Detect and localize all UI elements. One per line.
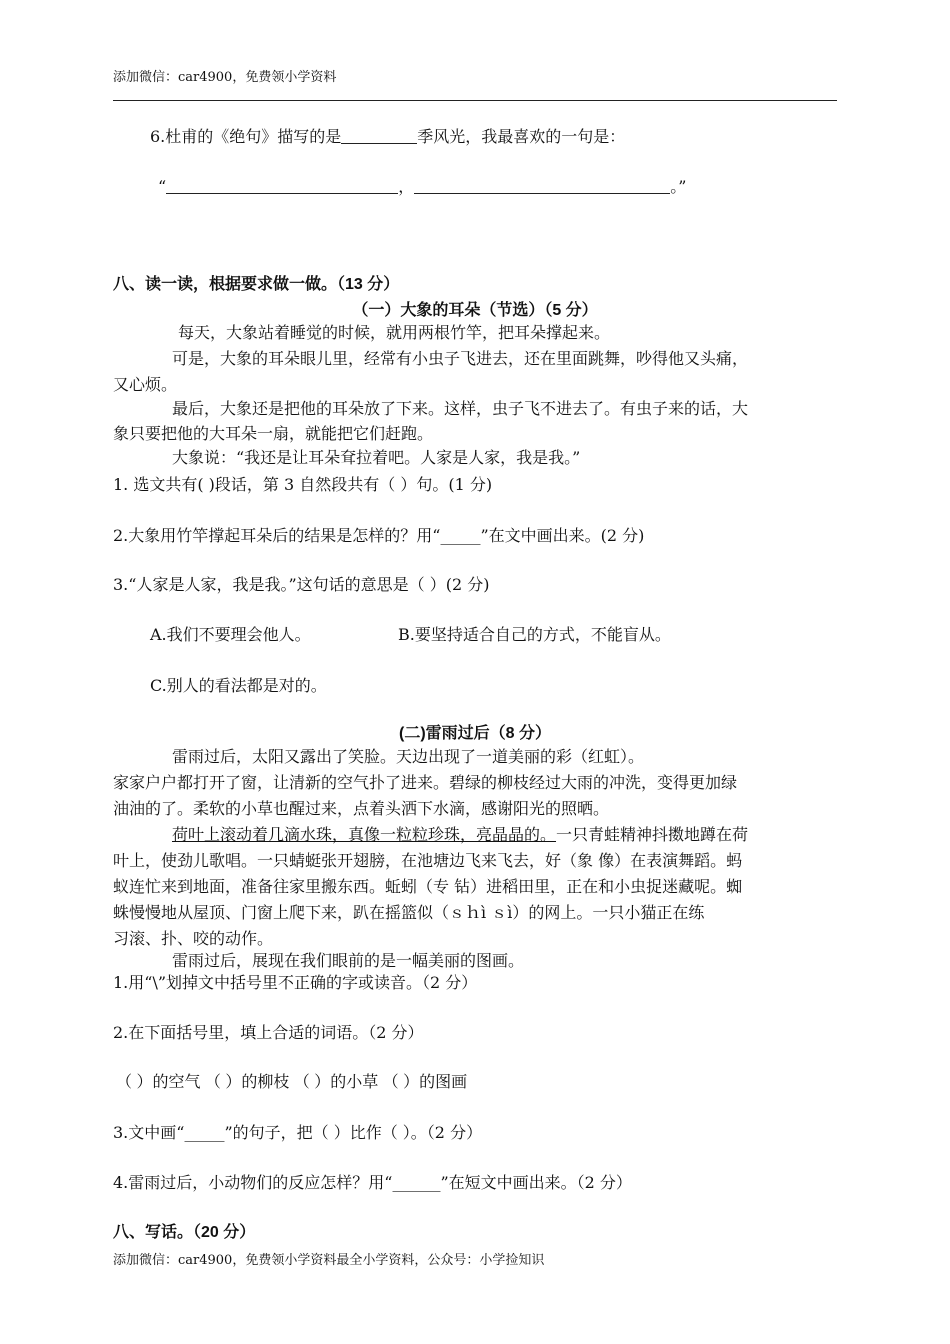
p2-question-2: 2.在下面括号里，填上合适的词语。（2 分） <box>113 1023 424 1042</box>
q6-comma: ， <box>398 177 415 196</box>
p2-line-6: 蚁连忙来到地面，准备往家里搬东西。蚯蚓（专 钻）进稻田里，正在和小虫捉迷藏呢。蜘 <box>113 877 743 896</box>
p1-paragraph-2a: 可是，大象的耳朵眼儿里，经常有小虫子飞进去，还在里面跳舞，吵得他又头痛， <box>172 349 749 368</box>
section9-title: 八、写话。（20 分） <box>113 1224 256 1241</box>
q6-answer-line <box>158 174 686 197</box>
q6-season-blank <box>341 127 417 144</box>
p2-fill-blanks: （ ）的空气 （ ）的柳枝 （ ）的小草 （ ）的图画 <box>116 1074 468 1091</box>
passage1-title: （一）大象的耳朵（节选）（5 分） <box>352 302 598 319</box>
q6-text-b: 季风光，我最喜欢的一句是： <box>417 127 626 146</box>
p1-option-b: B.要坚持适合自己的方式，不能盲从。 <box>398 625 671 644</box>
p1-paragraph-3a: 最后，大象还是把他的耳朵放了下来。这样，虫子飞不进去了。有虫子来的话，大 <box>172 399 749 418</box>
p1-question-3: 3.“人家是人家，我是我。”这句话的意思是（ ）(2 分) <box>113 575 490 594</box>
p2-line-9: 雷雨过后，展现在我们眼前的是一幅美丽的图画。 <box>172 951 525 970</box>
p1-question-2: 2.大象用竹竿撑起耳朵后的结果是怎样的？用“_____”在文中画出来。(2 分) <box>113 526 645 545</box>
p2-line-8: 习滚、扑、咬的动作。 <box>113 929 274 948</box>
p1-question-1: 1. 选文共有( )段话，第 3 自然段共有（ ）句。(1 分) <box>113 475 493 494</box>
q6-answer-blank-1 <box>166 177 398 194</box>
section8-title: 八、读一读，根据要求做一做。（13 分） <box>113 276 400 293</box>
p2-line-4-rest: 一只青蛙精神抖擞地蹲在荷 <box>556 825 749 844</box>
p2-line-7: 蛛慢慢地从屋顶、门窗上爬下来，趴在摇篮似（ｓｈì ｓì）的网上。一只小猫正在练 <box>113 903 705 922</box>
p1-paragraph-3b: 象只要把他的大耳朵一扇，就能把它们赶跑。 <box>113 424 434 443</box>
header-rule <box>113 100 837 101</box>
p2-line-5: 叶上，使劲儿歌唱。一只蜻蜓张开翅膀，在池塘边飞来飞去，好（象 像）在表演舞蹈。蚂 <box>113 851 743 870</box>
p2-question-4: 4.雷雨过后，小动物们的反应怎样？用“______”在短文中画出来。（2 分） <box>113 1173 632 1192</box>
p2-line-4 <box>172 822 748 848</box>
q6-answer-blank-2 <box>414 177 670 194</box>
p1-option-c: C.别人的看法都是对的。 <box>150 676 327 695</box>
p2-line-3: 油油的了。柔软的小草也醒过来，点着头洒下水滴，感谢阳光的照晒。 <box>113 799 610 818</box>
p1-paragraph-2b: 又心烦。 <box>113 375 178 394</box>
p2-underlined-sentence: 荷叶上滚动着几滴水珠，真像一粒粒珍珠，亮晶晶的。 <box>172 825 557 844</box>
q6-line <box>150 124 625 147</box>
p2-question-3: 3.文中画“_____”的句子，把（ ）比作（ ）。（2 分） <box>113 1123 483 1142</box>
q6-close: 。” <box>670 177 687 196</box>
p2-line-1: 雷雨过后，太阳又露出了笑脸。天边出现了一道美丽的彩（红虹）。 <box>172 747 645 766</box>
footer-note: 添加微信：car4900，免费领小学资料最全小学资料，公众号：小学捡知识 <box>113 1253 545 1268</box>
p2-line-2: 家家户户都打开了窗，让清新的空气扑了进来。碧绿的柳枝经过大雨的冲洗，变得更加绿 <box>113 773 738 792</box>
q6-text-a: 6.杜甫的《绝句》描写的是 <box>150 127 342 146</box>
p1-paragraph-4: 大象说：“我还是让耳朵耷拉着吧。人家是人家，我是我。” <box>172 448 581 467</box>
passage2-title: (二)雷雨过后（8 分） <box>398 725 551 742</box>
q6-open-quote: “ <box>158 177 167 196</box>
p2-question-1: 1.用“\”划掉文中括号里不正确的字或读音。（2 分） <box>113 973 478 992</box>
header-note: 添加微信：car4900，免费领小学资料 <box>113 70 337 85</box>
p1-option-a: A.我们不要理会他人。 <box>150 625 311 644</box>
p1-paragraph-1: 每天，大象站着睡觉的时候，就用两根竹竿，把耳朵撑起来。 <box>178 323 611 342</box>
